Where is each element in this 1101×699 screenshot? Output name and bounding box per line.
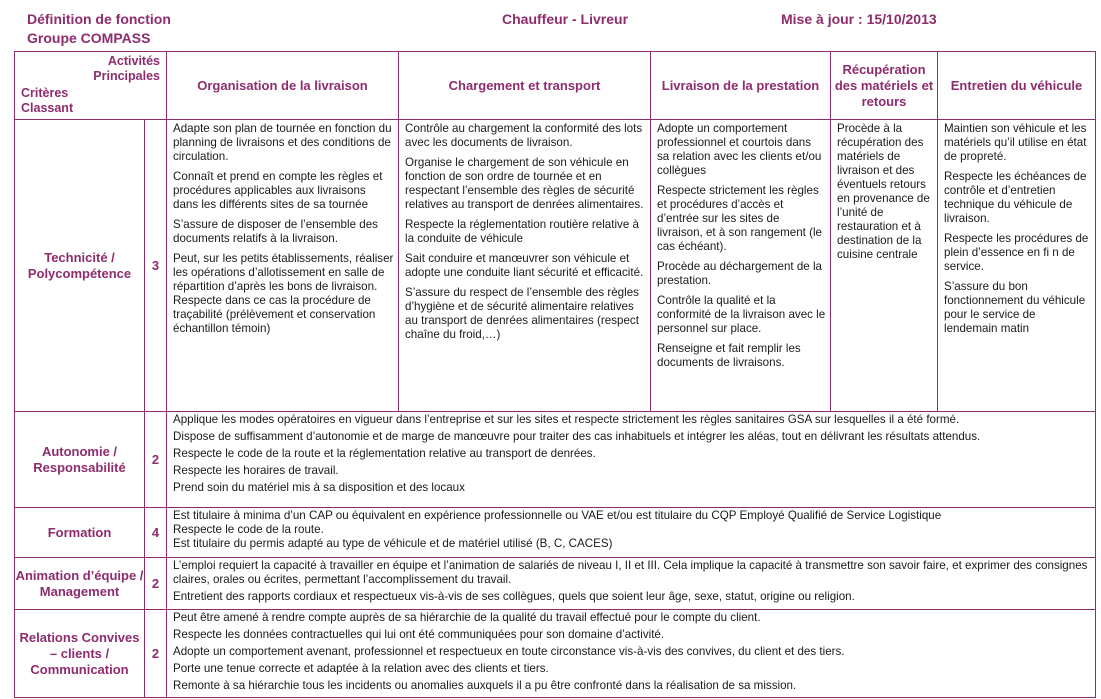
table-row-formation (15, 508, 1096, 558)
column-header: Récupération des matériels et retours (831, 52, 938, 120)
table-cell: Maintien son véhicule et les matériels qu’il utilise en état de propreté. Respecte les échéances de contrôle et d’entretien technique du véhicule de livraison. Respecte les procédures de plein d’essence en fi n de service. S’assure du bon fonctionnement du véhicule pour le service de lendemain matin (938, 120, 1096, 412)
criterion-level: 2 (145, 610, 167, 698)
column-header: Organisation de la livraison (167, 52, 399, 120)
corner-header-cell (15, 52, 167, 120)
table-cell: Applique les modes opératoires en vigueur dans l’entreprise et sur les sites et respecte strictement les règles sanitaires GSA sur lesquelles il a été formé. Dispose de suffisamment d’autonomie et de marge de manœuvre pour traiter des cas inhabituels et intégrer les aléas, tout en délivrant les résultats attendus. Respecte le code de la route et la réglementation relative au transport de denrées. Respecte les horaires de travail. Prend soin du matériel mis à sa disposition et des locaux (167, 412, 1096, 508)
document-title: Définition de fonction (27, 11, 171, 27)
group-name: Groupe COMPASS (27, 30, 151, 46)
criterion-level: 4 (145, 508, 167, 558)
criteria-header: Critères Classant (21, 86, 74, 115)
table-header-row (15, 52, 1096, 120)
job-definition-table (14, 51, 1096, 698)
column-header: Chargement et transport (399, 52, 651, 120)
table-cell: Procède à la récupération des matériels de livraison et des éventuels retours en provenance de l’unité de restauration et à destination de la cuisine centrale (831, 120, 938, 412)
criterion-label: Animation d’équipe / Management (15, 558, 145, 610)
criterion-level: 2 (145, 558, 167, 610)
criterion-level: 3 (145, 120, 167, 412)
table-row-relations (15, 610, 1096, 698)
criterion-label: Technicité / Polycompétence (15, 120, 145, 412)
criterion-level: 2 (145, 412, 167, 508)
criterion-label: Formation (15, 508, 145, 558)
criterion-label: Relations Convives – clients / Communication (15, 610, 145, 698)
table-cell: L’emploi requiert la capacité à travailler en équipe et l’animation de salariés de niveau I, II et III. Cela implique la capacité à transmettre son savoir faire, et exprimer des consignes claires, orales ou écrites, permettant l’accomplissement du travail. Entretient des rapports cordiaux et respectueux vis-à-vis de ses collègues, quels que soient leur âge, sexe, statut, origine ou religion. (167, 558, 1096, 610)
job-title: Chauffeur - Livreur (502, 11, 629, 27)
table-cell: Adapte son plan de tournée en fonction du planning de livraisons et des conditions de circulation. Connaît et prend en compte les règles et procédures applicables aux livraisons dans les différents sites de sa tournée S’assure de disposer de l’ensemble des documents relatifs à la livraison. Peut, sur les petits établissements, réaliser les opérations d’allotissement en salle de répartition d’après les bons de livraison. Respecte dans ce cas la procédure de traçabilité (prélèvement et conservation échantillon témoin) (167, 120, 399, 412)
table-cell: Peut être amené à rendre compte auprès de sa hiérarchie de la qualité du travail effectué pour le compte du client. Respecte les données contractuelles qui lui ont été communiquées pour son domaine d’activité. Adopte un comportement avenant, professionnel et respectueux en toute circonstance vis-à-vis des convives, du client et des tiers. Porte une tenue correcte et adaptée à la relation avec des clients et tiers. Remonte à sa hiérarchie tous les incidents ou anomalies auxquels il a pu être confronté dans la réalisation de sa mission. (167, 610, 1096, 698)
table-cell: Adopte un comportement professionnel et courtois dans sa relation avec les clients et/ou collègues Respecte strictement les règles et procédures d’accès et d’entrée sur les sites de livraison, et à son rangement (le cas échéant). Procède au déchargement de la prestation. Contrôle la qualité et la conformité de la livraison avec le personnel sur place. Renseigne et fait remplir les documents de livraisons. (651, 120, 831, 412)
table-row-technicite (15, 120, 1096, 412)
table-row-animation (15, 558, 1096, 610)
table-row-autonomie (15, 412, 1096, 508)
activities-header: Activités Principales (93, 54, 160, 83)
table-cell: Est titulaire à minima d’un CAP ou équivalent en expérience professionnelle ou VAE et/ou est titulaire du CQP Employé Qualifié de Service Logistique Respecte le code de la route. Est titulaire du permis adapté au type de véhicule et de matériel utilisé (B, C, CACES) (167, 508, 1096, 558)
table-cell: Contrôle au chargement la conformité des lots avec les documents de livraison. Organise le chargement de son véhicule en fonction de son ordre de tournée et en respectant l’ensemble des règles de sécurité relatives au transport de denrées alimentaires. Respecte la réglementation routière relative à la conduite de véhicule Sait conduire et manœuvrer son véhicule et adopte une conduite liant sécurité et efficacité. S’assure du respect de l’ensemble des règles d’hygiène et de sécurité alimentaire relatives au transport de denrées alimentaires (respect chaîne du froid,…) (399, 120, 651, 412)
column-header: Livraison de la prestation (651, 52, 831, 120)
criterion-label: Autonomie / Responsabilité (15, 412, 145, 508)
column-header: Entretien du véhicule (938, 52, 1096, 120)
update-date: Mise à jour : 15/10/2013 (781, 11, 937, 27)
